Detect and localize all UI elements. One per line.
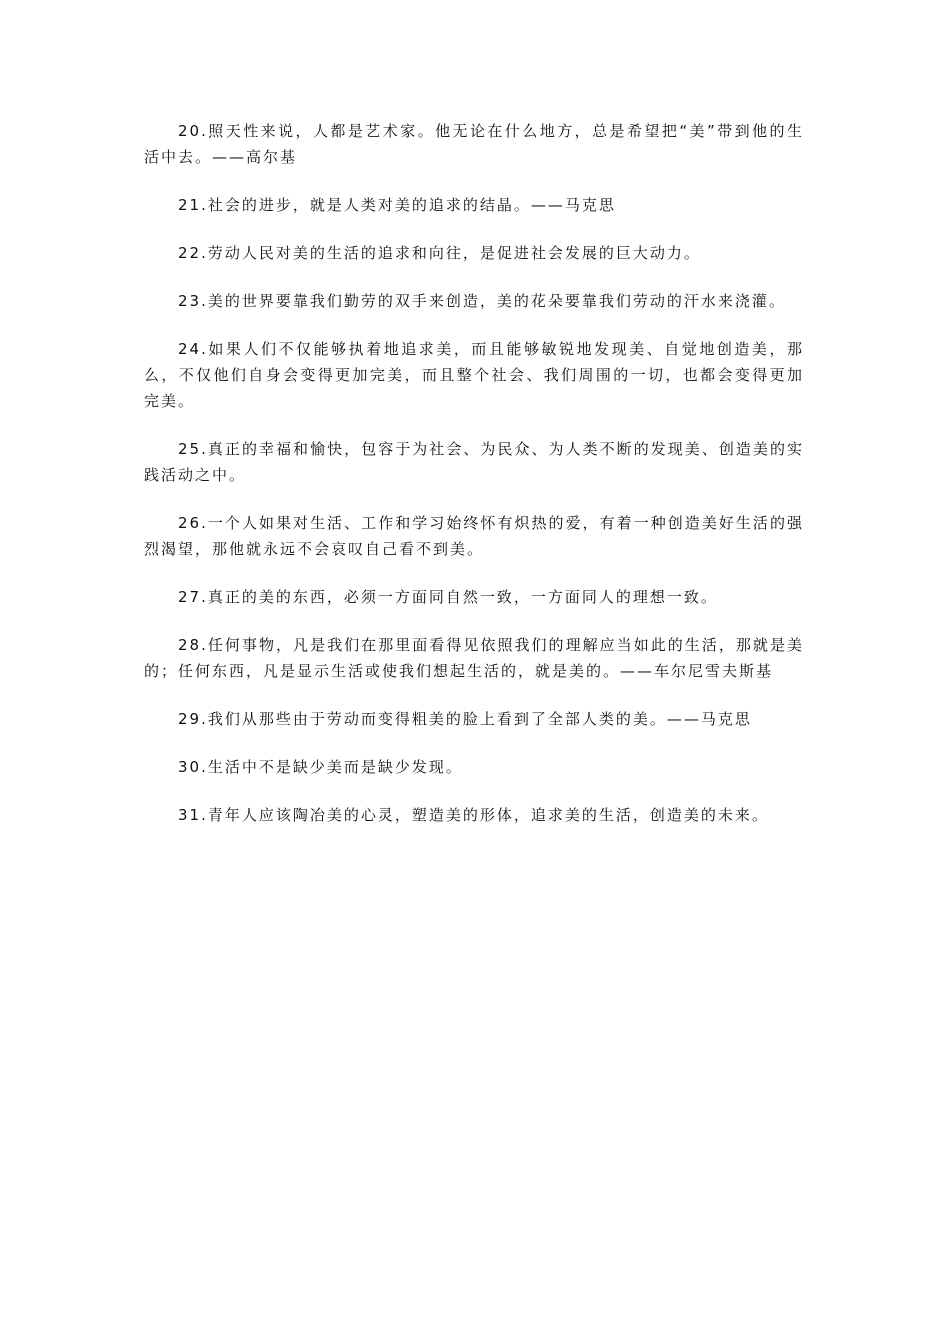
quote-paragraph-23: 23.美的世界要靠我们勤劳的双手来创造，美的花朵要靠我们劳动的汗水来浇灌。 — [178, 292, 786, 310]
quote-paragraph-20: 20.照天性来说，人都是艺术家。他无论在什么地方，总是希望把“美”带到他的生活中去。——高尔基 — [144, 122, 804, 166]
quote-paragraph-22: 22.劳动人民对美的生活的追求和向往，是促进社会发展的巨大动力。 — [178, 244, 701, 262]
quote-paragraph-31: 31.青年人应该陶冶美的心灵，塑造美的形体，追求美的生活，创造美的未来。 — [178, 806, 769, 824]
quote-paragraph-24: 24.如果人们不仅能够执着地追求美，而且能够敏锐地发现美、自觉地创造美，那么，不仅他们自身会变得更加完美，而且整个社会、我们周围的一切，也都会变得更加完美。 — [144, 340, 804, 410]
quote-paragraph-21: 21.社会的进步，就是人类对美的追求的结晶。——马克思 — [178, 196, 616, 214]
document-body — [144, 118, 804, 850]
quote-paragraph-30: 30.生活中不是缺少美而是缺少发现。 — [178, 758, 463, 776]
quote-paragraph-28: 28.任何事物，凡是我们在那里面看得见依照我们的理解应当如此的生活，那就是美的；任何东西，凡是显示生活或使我们想起生活的，就是美的。——车尔尼雪夫斯基 — [144, 636, 804, 680]
quote-paragraph-27: 27.真正的美的东西，必须一方面同自然一致，一方面同人的理想一致。 — [178, 588, 718, 606]
quote-paragraph-26: 26.一个人如果对生活、工作和学习始终怀有炽热的爱，有着一种创造美好生活的强烈渴望，那他就永远不会哀叹自己看不到美。 — [144, 514, 804, 558]
quote-paragraph-25: 25.真正的幸福和愉快，包容于为社会、为民众、为人类不断的发现美、创造美的实践活动之中。 — [144, 440, 804, 484]
quote-paragraph-29: 29.我们从那些由于劳动而变得粗美的脸上看到了全部人类的美。——马克思 — [178, 710, 752, 728]
